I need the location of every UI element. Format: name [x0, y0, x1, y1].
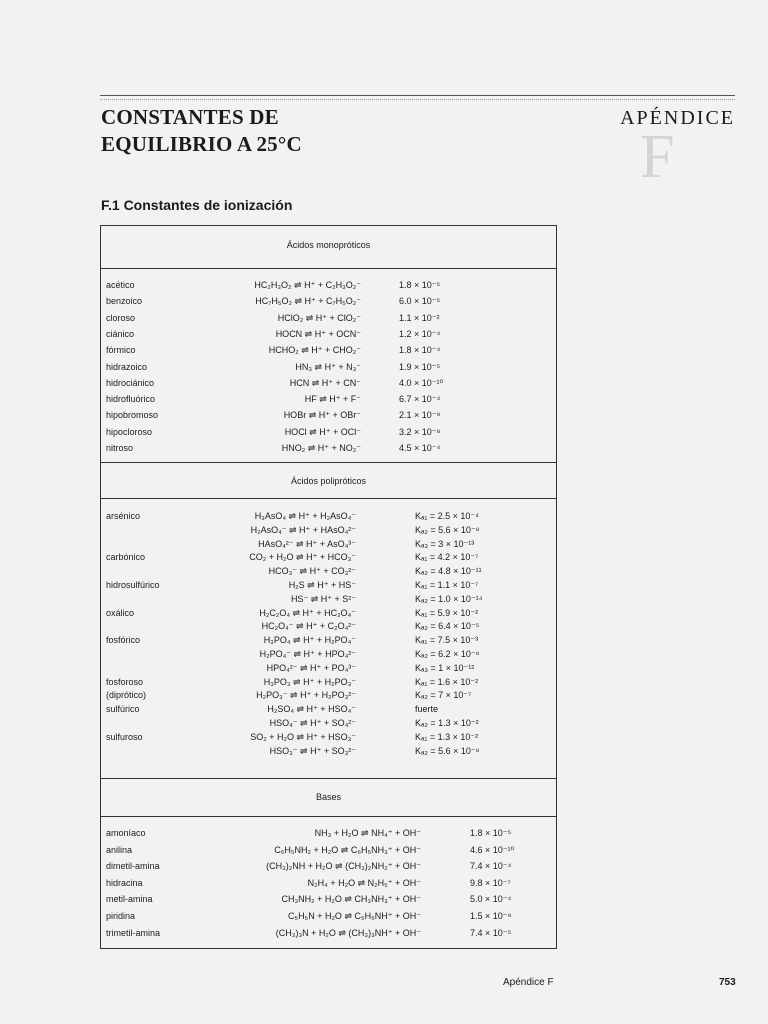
equilibrium-equation: C₅H₅N + H₂O ⇌ C₅H₅NH⁺ + OH⁻	[287, 911, 421, 921]
table-row	[101, 362, 556, 375]
constant-value: 1.2 × 10⁻⁴	[399, 328, 441, 339]
constant-value: Kₐ₂ = 1.0 × 10⁻¹⁴	[415, 593, 483, 604]
table-row	[101, 552, 556, 565]
table-row	[101, 539, 556, 552]
constant-value: Kₐ₃ = 3 × 10⁻¹³	[415, 538, 475, 549]
table-row	[101, 443, 556, 456]
compound-name: dimetil-amina	[106, 861, 160, 872]
section-title: F.1 Constantes de ionización	[101, 197, 293, 213]
compound-name: benzoico	[106, 296, 143, 307]
equilibrium-equation: HNO₂ ⇌ H⁺ + NO₂⁻	[281, 443, 361, 453]
page-number: 753	[719, 977, 736, 988]
constant-value: 9.8 × 10⁻⁷	[470, 877, 511, 888]
constant-value: 1.8 × 10⁻⁴	[399, 345, 441, 356]
table-divider	[101, 816, 556, 817]
equilibrium-equation: (CH₃)₂NH + H₂O ⇌ (CH₃)₂NH₂⁺ + OH⁻	[266, 861, 421, 872]
table-row	[101, 580, 556, 593]
table-row	[101, 718, 556, 731]
equilibrium-equation: HC₂O₄⁻ ⇌ H⁺ + C₂O₄²⁻	[261, 621, 356, 632]
compound-name: hipocloroso	[106, 426, 153, 437]
constant-value: Kₐ₁ = 2.5 × 10⁻⁴	[415, 511, 480, 521]
top-rule-dotted	[100, 99, 735, 100]
table-row	[101, 378, 556, 391]
equilibrium-equation: H₃AsO₄ ⇌ H⁺ + H₂AsO₄⁻	[254, 511, 356, 521]
compound-name: hidrociánico	[106, 377, 155, 388]
compound-name: ciánico	[106, 328, 135, 339]
band-heading-monoproticos: Ácidos monopróticos	[286, 240, 371, 250]
table-divider	[101, 498, 556, 499]
equilibrium-equation: HC₂H₃O₂ ⇌ H⁺ + C₂H₃O₂⁻	[254, 280, 361, 290]
constant-value: Kₐ₂ = 7 × 10⁻⁷	[415, 690, 472, 701]
equilibrium-equation: N₂H₄ + H₂O ⇌ N₂H₅⁺ + OH⁻	[307, 877, 421, 888]
constant-value: Kₐ₁ = 7.5 × 10⁻³	[415, 635, 479, 646]
compound-name: hipobromoso	[106, 410, 159, 421]
equilibrium-equation: CO₂ + H₂O ⇌ H⁺ + HCO₃⁻	[249, 552, 356, 563]
table-row	[101, 525, 556, 538]
table-row	[101, 345, 556, 358]
compound-name: oxálico	[106, 607, 135, 618]
equilibrium-equation: HCHO₂ ⇌ H⁺ + CHO₂⁻	[268, 345, 361, 356]
constant-value: Kₐ₁ = 4.2 × 10⁻⁷	[415, 552, 479, 563]
constant-value: 1.1 × 10⁻²	[399, 312, 440, 323]
compound-name: fosforoso	[106, 676, 144, 687]
appendix-label: APÉNDICE	[620, 107, 735, 129]
equilibrium-equation: HClO₂ ⇌ H⁺ + ClO₂⁻	[277, 312, 361, 323]
equilibrium-equation: HOCl ⇌ H⁺ + OCl⁻	[284, 426, 361, 437]
compound-name: cloroso	[106, 312, 136, 323]
constant-value: Kₐ₁ = 1.3 × 10⁻²	[415, 731, 479, 742]
compound-name: arsénico	[106, 511, 141, 521]
constant-value: Kₐ₂ = 4.8 × 10⁻¹¹	[415, 566, 482, 577]
equilibrium-equation: (CH₃)₃N + H₂O ⇌ (CH₃)₃NH⁺ + OH⁻	[275, 927, 421, 938]
equilibrium-equation: HC₇H₅O₂ ⇌ H⁺ + C₇H₅O₂⁻	[255, 296, 361, 307]
equilibrium-equation: HF ⇌ H⁺ + F⁻	[304, 394, 361, 405]
constant-value: Kₐ₂ = 6.2 × 10⁻⁸	[415, 649, 480, 659]
constant-value: fuerte	[415, 704, 439, 715]
table-row	[101, 511, 556, 524]
table-row	[101, 861, 556, 874]
table-divider	[101, 268, 556, 269]
equilibrium-equation: HOCN ⇌ H⁺ + OCN⁻	[275, 328, 361, 339]
table-row	[101, 894, 556, 907]
constant-value: Kₐ₂ = 5.6 × 10⁻⁸	[415, 745, 480, 756]
compound-name: trimetil-amina	[106, 927, 161, 938]
compound-name: hidrofluórico	[106, 394, 156, 405]
equilibrium-equation: H₃PO₃ ⇌ H⁺ + H₂PO₃⁻	[263, 676, 356, 687]
equilibrium-equation: HSO₃⁻ ⇌ H⁺ + SO₃²⁻	[269, 745, 356, 756]
compound-name: acético	[106, 280, 135, 290]
table-row	[101, 911, 556, 924]
equilibrium-equation: HN₃ ⇌ H⁺ + N₃⁻	[295, 361, 361, 372]
compound-name: sulfuroso	[106, 731, 143, 742]
constant-value: Kₐ₃ = 1 × 10⁻¹²	[415, 662, 475, 673]
table-row	[101, 410, 556, 423]
constant-value: 6.7 × 10⁻⁴	[399, 394, 441, 405]
compound-name: nitroso	[106, 443, 134, 453]
table-row	[101, 649, 556, 662]
top-rule	[100, 95, 735, 96]
compound-name: hidrosulfúrico	[106, 580, 160, 590]
constant-value: 7.4 × 10⁻⁴	[470, 861, 512, 872]
compound-name: hidracina	[106, 877, 143, 888]
constant-value: 3.2 × 10⁻⁸	[399, 426, 441, 437]
table-row	[101, 690, 556, 703]
constant-value: Kₐ₁ = 5.9 × 10⁻²	[415, 607, 479, 618]
table-row	[101, 280, 556, 293]
equilibrium-equation: H₂AsO₄⁻ ⇌ H⁺ + HAsO₄²⁻	[250, 524, 356, 535]
table-row	[101, 928, 556, 941]
equilibrium-equation: H₂S ⇌ H⁺ + HS⁻	[288, 580, 356, 590]
constant-value: 4.5 × 10⁻⁴	[399, 443, 441, 453]
compound-name: piridina	[106, 911, 136, 921]
constant-value: 1.8 × 10⁻⁵	[470, 828, 512, 838]
equilibrium-equation: HCN ⇌ H⁺ + CN⁻	[289, 377, 361, 388]
constant-value: 4.6 × 10⁻¹⁰	[470, 844, 515, 855]
constant-value: Kₐ₂ = 1.3 × 10⁻²	[415, 718, 479, 728]
table-row	[101, 608, 556, 621]
table-row	[101, 635, 556, 648]
table-divider	[101, 462, 556, 463]
compound-name: fórmico	[106, 345, 136, 356]
constant-value: Kₐ₁ = 1.6 × 10⁻²	[415, 676, 479, 687]
equilibrium-equation: H₂C₂O₄ ⇌ H⁺ + HC₂O₄⁻	[259, 607, 356, 618]
table-row	[101, 746, 556, 759]
table-row	[101, 828, 556, 841]
compound-name: sulfúrico	[106, 704, 140, 715]
equilibrium-equation: H₂SO₄ ⇌ H⁺ + HSO₄⁻	[267, 704, 356, 715]
compound-name: amoníaco	[106, 828, 146, 838]
equilibrium-equation: SO₂ + H₂O ⇌ H⁺ + HSO₃⁻	[250, 731, 356, 742]
equilibrium-equation: CH₃NH₂ + H₂O ⇌ CH₃NH₃⁺ + OH⁻	[281, 894, 421, 905]
constant-value: 4.0 × 10⁻¹⁰	[399, 377, 444, 388]
table-row	[101, 296, 556, 309]
constant-value: 6.0 × 10⁻⁵	[399, 296, 441, 307]
table-row	[101, 621, 556, 634]
equilibrium-equation: HOBr ⇌ H⁺ + OBr⁻	[283, 410, 361, 421]
table-row	[101, 394, 556, 407]
equilibrium-equation: HSO₄⁻ ⇌ H⁺ + SO₄²⁻	[269, 718, 356, 728]
constant-value: 7.4 × 10⁻⁵	[470, 927, 512, 938]
compound-name: (diprótico)	[106, 690, 147, 701]
constant-value: 1.5 × 10⁻⁹	[470, 911, 512, 921]
equilibrium-equation: H₂PO₃⁻ ⇌ H⁺ + H₂PO₃²⁻	[256, 690, 356, 701]
table-divider	[101, 778, 556, 779]
table-row	[101, 845, 556, 858]
ionization-constants-table	[100, 225, 557, 949]
equilibrium-equation: HS⁻ ⇌ H⁺ + S²⁻	[290, 593, 356, 604]
band-heading-poliproticos: Ácidos polipróticos	[290, 476, 367, 486]
constant-value: 1.9 × 10⁻⁵	[399, 361, 441, 372]
table-row	[101, 594, 556, 607]
appendix-letter: F	[640, 123, 675, 191]
compound-name: fosfórico	[106, 635, 141, 646]
compound-name: carbónico	[106, 552, 146, 563]
constant-value: Kₐ₂ = 5.6 × 10⁻⁸	[415, 524, 480, 535]
equilibrium-equation: NH₃ + H₂O ⇌ NH₄⁺ + OH⁻	[314, 828, 421, 838]
table-row	[101, 427, 556, 440]
compound-name: metil-amina	[106, 894, 153, 905]
table-row	[101, 704, 556, 717]
table-row	[101, 663, 556, 676]
table-row	[101, 313, 556, 326]
table-row	[101, 677, 556, 690]
table-row	[101, 878, 556, 891]
band-heading-bases: Bases	[315, 792, 341, 802]
constant-value: 1.8 × 10⁻⁵	[399, 280, 441, 290]
equilibrium-equation: H₂PO₄⁻ ⇌ H⁺ + HPO₄²⁻	[259, 649, 356, 659]
title-line-2: EQUILIBRIO A 25°C	[101, 132, 302, 156]
compound-name: anilina	[106, 844, 133, 855]
page-title	[101, 104, 302, 158]
footer-label: Apéndice F	[503, 977, 554, 988]
equilibrium-equation: HCO₃⁻ ⇌ H⁺ + CO₃²⁻	[268, 566, 356, 577]
constant-value: 5.0 × 10⁻⁴	[470, 894, 512, 905]
constant-value: Kₐ₁ = 1.1 × 10⁻⁷	[415, 580, 479, 590]
title-line-1: CONSTANTES DE	[101, 105, 279, 129]
constant-value: Kₐ₂ = 6.4 × 10⁻⁵	[415, 621, 480, 632]
equilibrium-equation: C₆H₅NH₂ + H₂O ⇌ C₆H₅NH₃⁺ + OH⁻	[274, 844, 421, 855]
constant-value: 2.1 × 10⁻⁹	[399, 410, 441, 421]
table-row	[101, 329, 556, 342]
equilibrium-equation: HAsO₄²⁻ ⇌ H⁺ + AsO₄³⁻	[258, 538, 356, 549]
table-row	[101, 566, 556, 579]
table-row	[101, 732, 556, 745]
equilibrium-equation: HPO₄²⁻ ⇌ H⁺ + PO₄³⁻	[266, 662, 356, 673]
compound-name: hidrazoico	[106, 361, 148, 372]
equilibrium-equation: H₃PO₄ ⇌ H⁺ + H₂PO₄⁻	[263, 635, 356, 646]
